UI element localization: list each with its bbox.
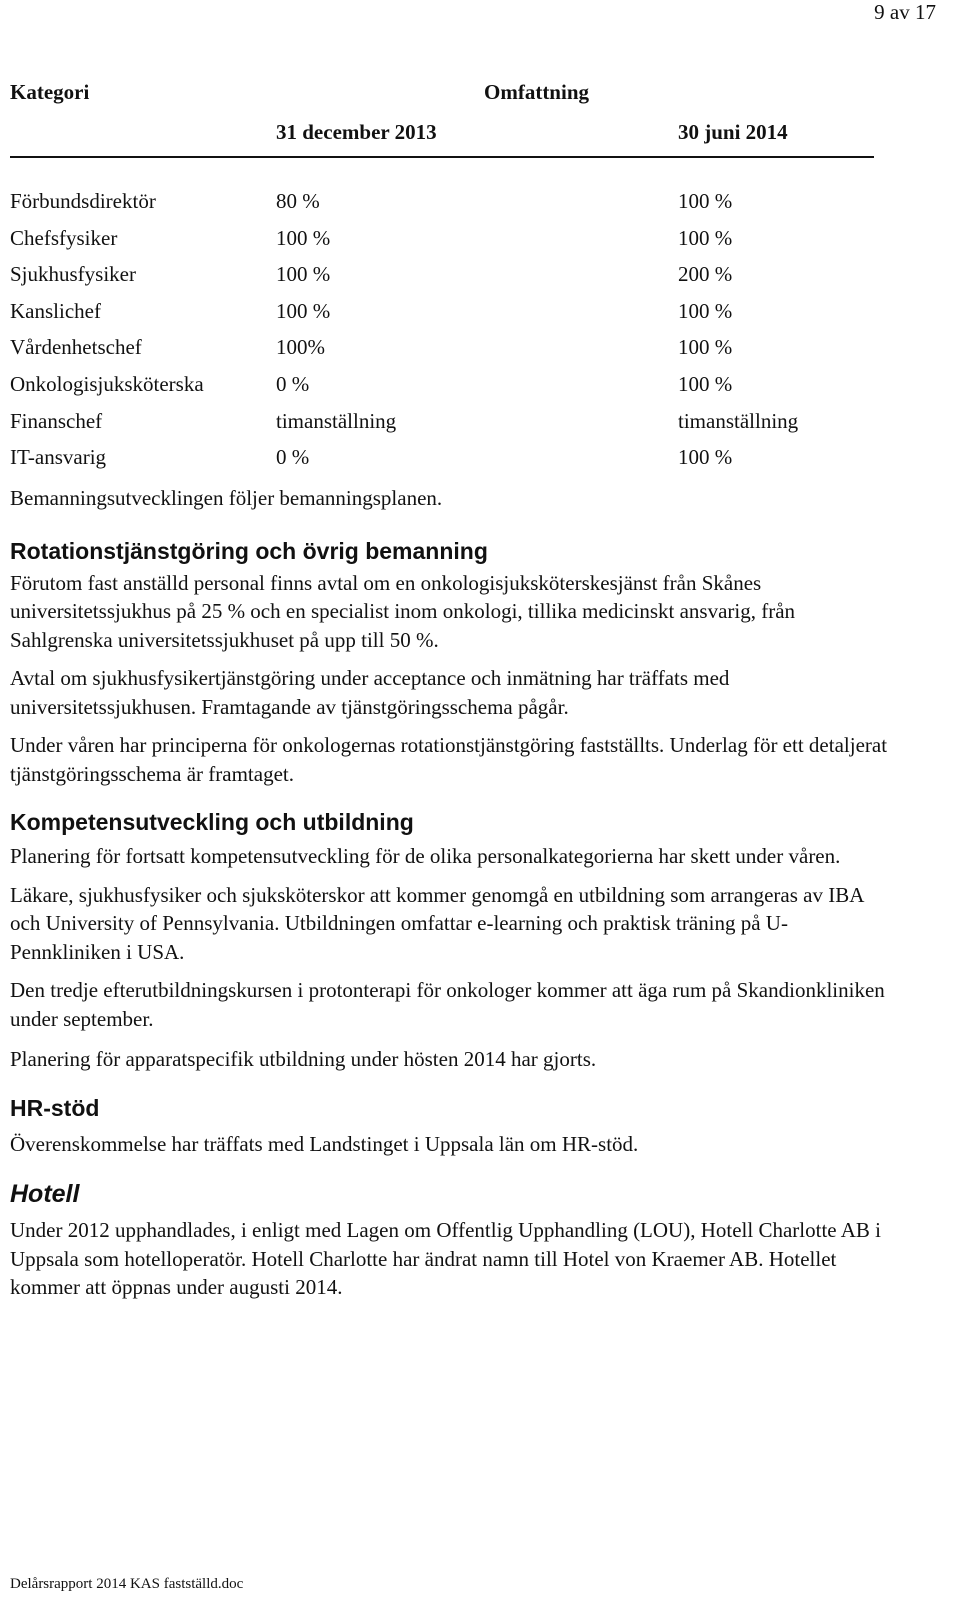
heading-hotel: Hotell [10, 1180, 80, 1208]
table-row [10, 335, 874, 372]
footer-filename: Delårsrapport 2014 KAS fastställd.doc [10, 1576, 244, 1592]
row-jun2014: 100 % [678, 189, 733, 213]
row-dec2013: 0 % [276, 445, 310, 470]
table-row [10, 372, 874, 409]
row-jun2014: 100 % [678, 371, 733, 396]
row-dec2013: 0 % [276, 371, 310, 396]
row-category: Sjukhusfysiker [10, 262, 136, 287]
table-row [10, 409, 874, 446]
hotel-paragraph: Under 2012 upphandlades, i enligt med Lagen om Offentlig Upphandling (LOU), Hotell Charlotte AB i Uppsala som hotelloperatör. Hotell Charlotte har ändrat namn till Hotel von Kraemer AB. Hotellet kommer att öppnas under augusti 2014. [10, 1218, 881, 1299]
header-scope: Omfattning [484, 80, 589, 104]
row-jun2014: timanställning [678, 408, 799, 433]
row-jun2014: 100 % [678, 335, 733, 360]
competence-paragraph-2: Läkare, sjukhusfysiker och sjuksköterskor att kommer genomgå en utbildning som arrangeras av IBA och University of Pennsylvania. Utbildningen omfattar e-learning och praktisk träning på U-Pennkliniken i USA. [10, 882, 864, 964]
row-category: Onkologisjuksköterska [10, 371, 204, 396]
header-divider [10, 156, 874, 158]
rotation-paragraph-1: Förutom fast anställd personal finns avtal om en onkologisjuksköterskesjänst från Skånes universitetssjukhus på 25 % och en specialist inom onkologi, tillika medicinskt ansvarig, från Sahlgrenska universitetssjukhuset på upp till 50 %. [10, 570, 796, 652]
row-dec2013: 100 % [276, 225, 331, 250]
row-category: Vårdenhetschef [10, 335, 142, 360]
table-row [10, 445, 874, 482]
competence-paragraph-1: Planering för fortsatt kompetensutveckling för de olika personalkategorierna har skett under våren. [10, 844, 841, 868]
heading-hr: HR-stöd [10, 1094, 100, 1121]
header-date-2013: 31 december 2013 [276, 120, 437, 144]
heading-rotation: Rotationstjänstgöring och övrig bemanning [10, 537, 488, 564]
row-dec2013: timanställning [276, 408, 397, 433]
row-dec2013: 80 % [276, 189, 320, 213]
rotation-paragraph-3: Under våren har principerna för onkologernas rotationstjänstgöring fastställts. Underlag för ett detaljerat tjänstgöringsschema är framtaget. [10, 733, 888, 786]
row-jun2014: 100 % [678, 445, 733, 470]
row-dec2013: 100 % [276, 298, 331, 323]
table-row [10, 262, 874, 299]
page-number: 9 av 17 [874, 0, 936, 24]
row-category: Finanschef [10, 408, 103, 433]
staffing-table-header [10, 80, 874, 160]
row-category: Förbundsdirektör [10, 189, 156, 213]
document-body [10, 484, 890, 1302]
table-row [10, 226, 874, 263]
row-dec2013: 100 % [276, 262, 331, 287]
row-dec2013: 100% [276, 335, 325, 360]
table-row [10, 189, 874, 226]
row-jun2014: 100 % [678, 298, 733, 323]
staffing-table [10, 189, 874, 482]
row-category: Chefsfysiker [10, 225, 118, 250]
row-category: Kanslichef [10, 298, 101, 323]
row-jun2014: 100 % [678, 225, 733, 250]
competence-paragraph-4: Planering för apparatspecifik utbildning under hösten 2014 har gjorts. [10, 1047, 597, 1071]
rotation-paragraph-2: Avtal om sjukhusfysikertjänstgöring under acceptance och inmätning har träffats med universitetssjukhusen. Framtagande av tjänstgöringsschema pågår. [10, 666, 730, 719]
competence-paragraph-3: Den tredje efterutbildningskursen i protonterapi för onkologer kommer att äga rum på Skandionkliniken under september. [10, 978, 885, 1031]
row-jun2014: 200 % [678, 262, 733, 287]
table-row [10, 299, 874, 336]
header-date-2014: 30 juni 2014 [678, 120, 788, 144]
staffing-note: Bemanningsutvecklingen följer bemanningsplanen. [10, 486, 443, 510]
hr-paragraph: Överenskommelse har träffats med Landstinget i Uppsala län om HR-stöd. [10, 1131, 639, 1156]
header-category: Kategori [10, 80, 90, 104]
row-category: IT-ansvarig [10, 445, 107, 470]
heading-competence: Kompetensutveckling och utbildning [10, 809, 414, 835]
